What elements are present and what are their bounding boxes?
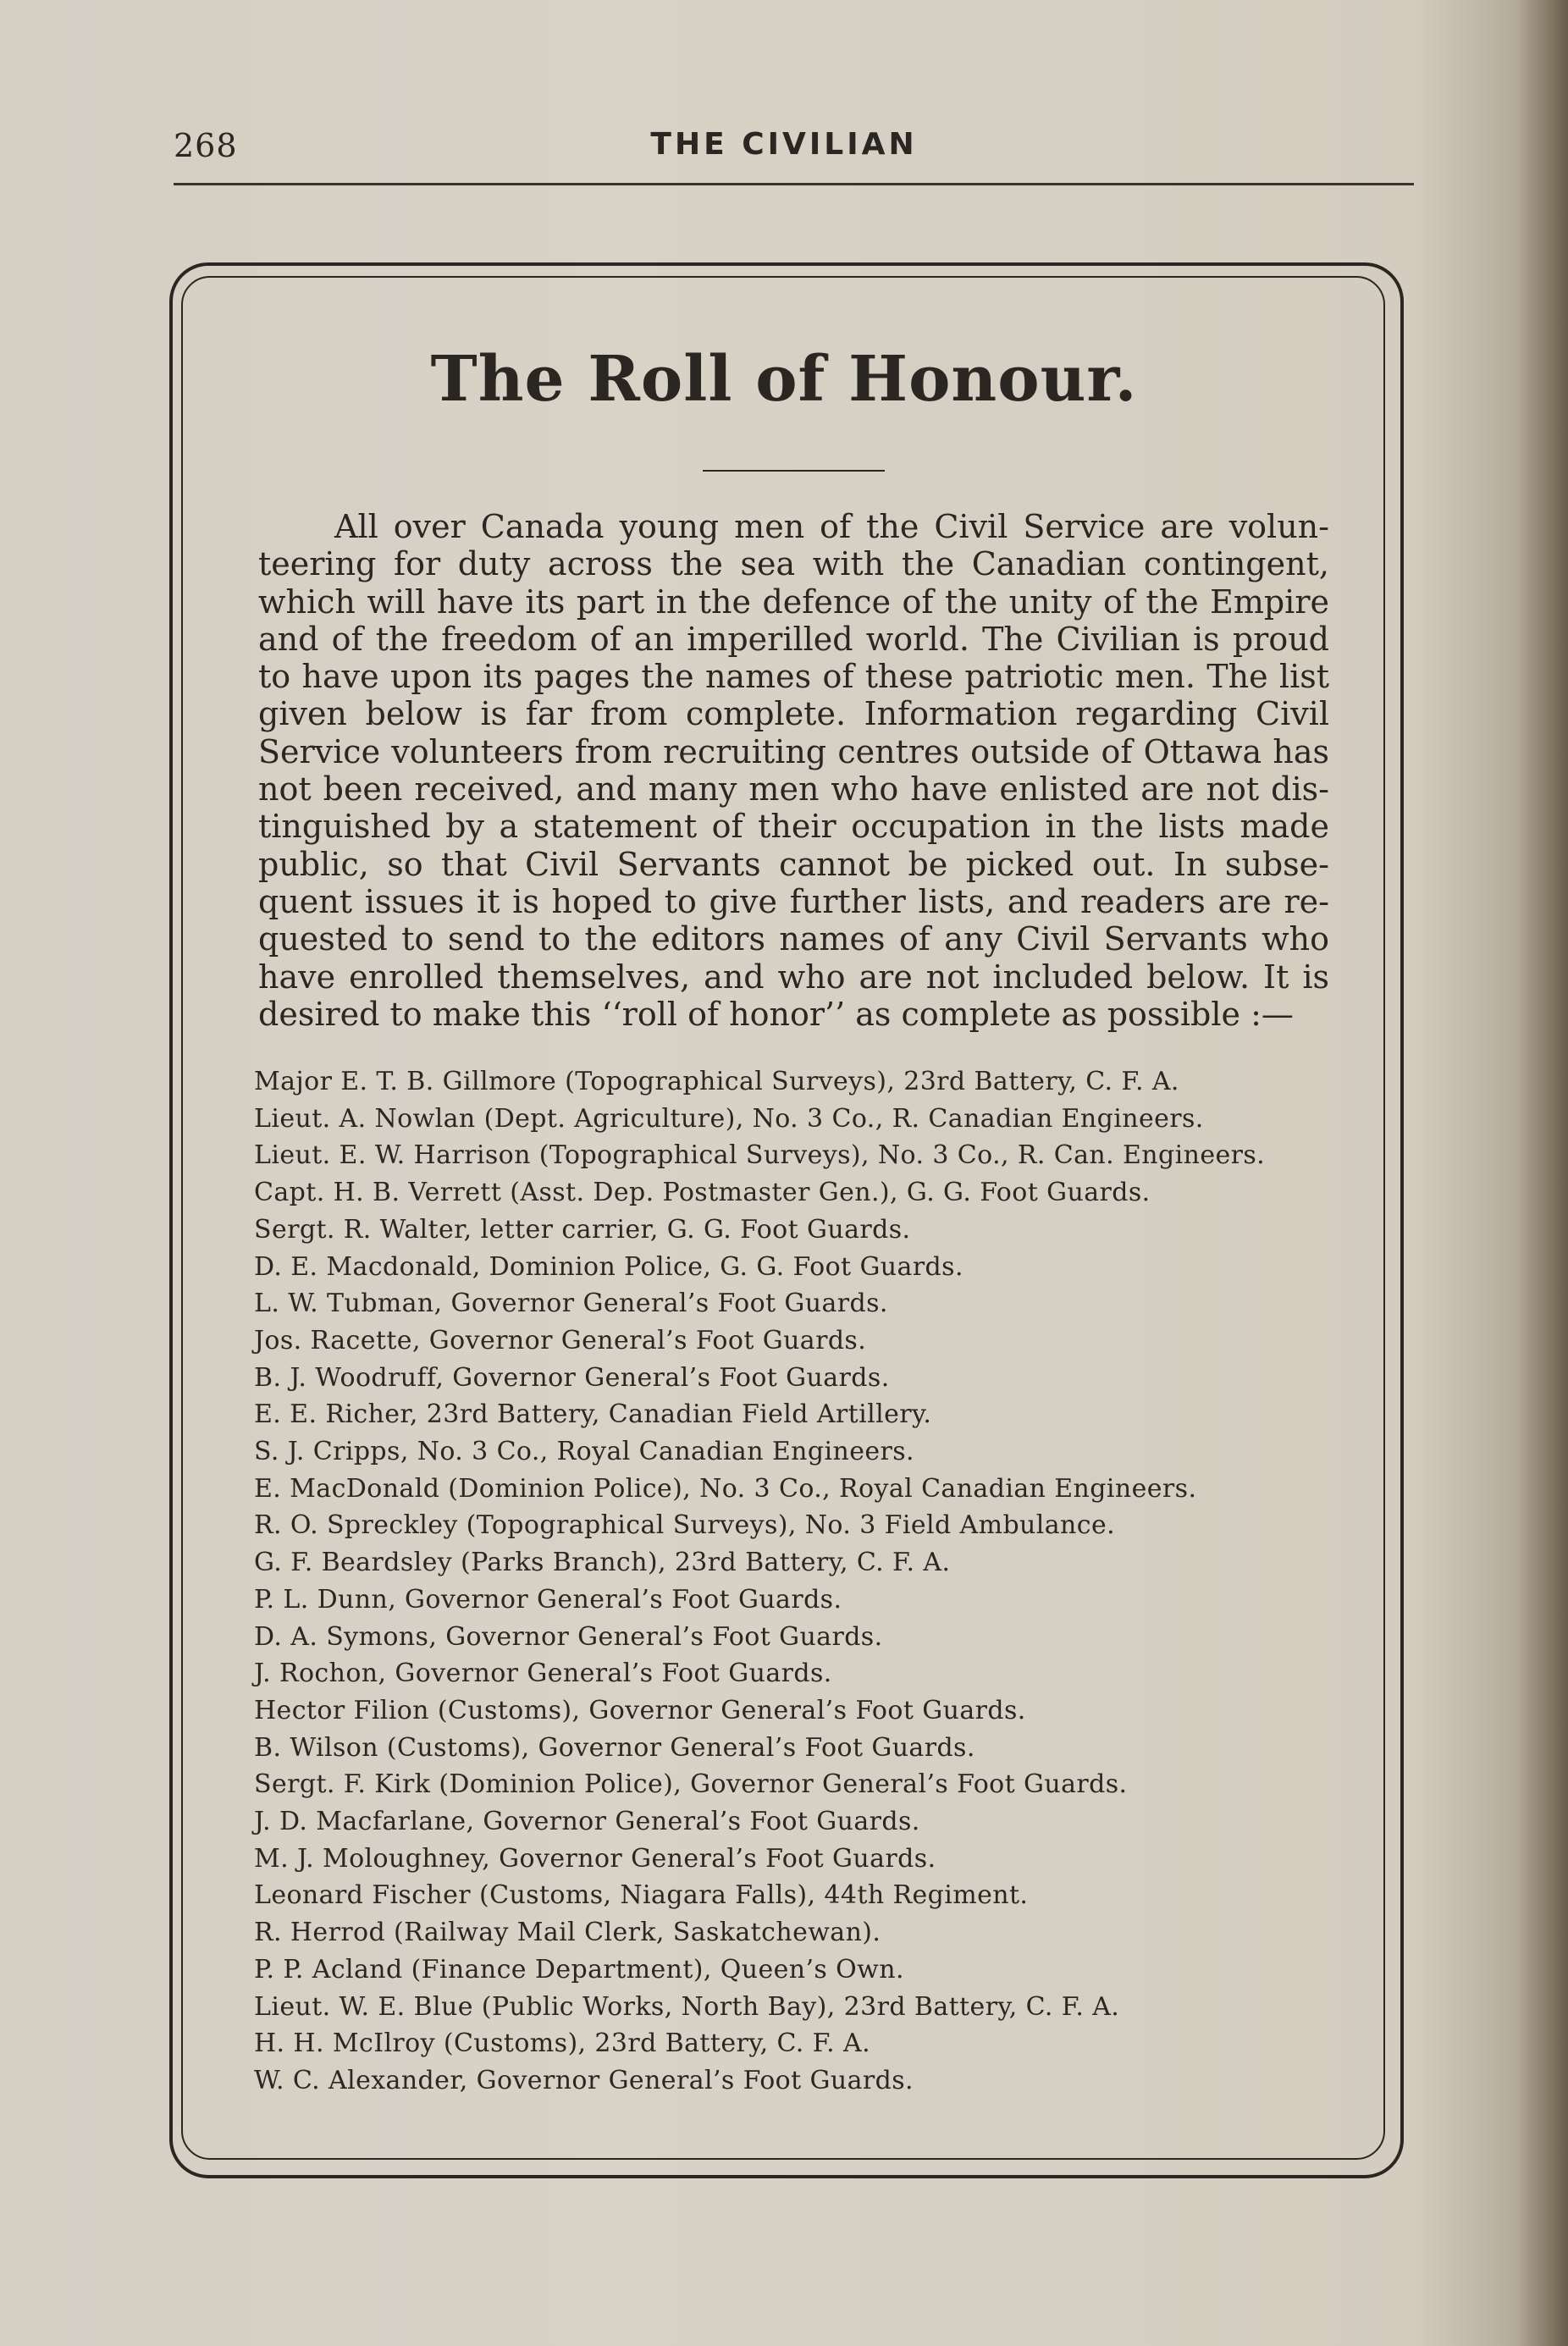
list-item: W. C. Alexander, Governor General’s Foot Guards.: [254, 2065, 914, 2095]
intro-line: tinguished by a statement of their occupation in the lists made: [258, 808, 1329, 846]
list-item: Major E. T. B. Gillmore (Topographical Surveys), 23rd Battery, C. F. A.: [254, 1067, 1179, 1096]
intro-line: not been received, and many men who have enlisted are not dis-: [258, 770, 1329, 809]
list-item: Hector Filion (Customs), Governor General’s Foot Guards.: [254, 1695, 1026, 1725]
list-item: H. H. McIlroy (Customs), 23rd Battery, C. F. A.: [254, 2029, 871, 2059]
intro-paragraph: [258, 508, 1329, 1033]
list-item: R. O. Spreckley (Topographical Surveys), No. 3 Field Ambulance.: [254, 1510, 1116, 1541]
title-divider: [703, 470, 885, 472]
list-item: M. J. Moloughney, Governor General’s Foot Guards.: [254, 1843, 936, 1874]
article-title: The Roll of Honour.: [430, 343, 1138, 416]
running-head: THE CIVILIAN: [650, 127, 918, 162]
list-item: B. J. Woodruff, Governor General’s Foot Guards.: [254, 1362, 890, 1393]
list-item: S. J. Cripps, No. 3 Co., Royal Canadian Engineers.: [254, 1437, 914, 1467]
intro-line: to have upon its pages the names of these patriotic men. The list: [258, 658, 1329, 696]
list-item: J. D. Macfarlane, Governor General’s Foot Guards.: [254, 1807, 920, 1837]
intro-line: given below is far from complete. Information regarding Civil: [258, 695, 1329, 733]
intro-line: Service volunteers from recruiting centres outside of Ottawa has: [258, 732, 1329, 770]
intro-line: which will have its part in the defence of the unity of the Empire: [258, 582, 1329, 621]
intro-line: have enrolled themselves, and who are not included below. It is: [258, 958, 1329, 996]
list-item: G. F. Beardsley (Parks Branch), 23rd Battery, C. F. A.: [254, 1548, 951, 1578]
roll-of-honour-list: [254, 1063, 1355, 2100]
page-number: 268: [174, 127, 238, 164]
list-item: Lieut. A. Nowlan (Dept. Agriculture), No. 3 Co., R. Canadian Engineers.: [254, 1103, 1204, 1134]
list-item: Sergt. F. Kirk (Dominion Police), Governor General’s Foot Guards.: [254, 1769, 1128, 1800]
intro-line: and of the freedom of an imperilled world. The Civilian is proud: [258, 620, 1329, 658]
header-rule: [174, 183, 1414, 185]
intro-line: public, so that Civil Servants cannot be picked out. In subse-: [258, 845, 1329, 883]
list-item: P. P. Acland (Finance Department), Queen’s Own.: [254, 1954, 904, 1984]
intro-line: teering for duty across the sea with the Canadian contingent,: [258, 545, 1329, 583]
intro-line: desired to make this ‘‘roll of honor’’ as complete as possible :—: [258, 995, 1294, 1033]
list-item: B. Wilson (Customs), Governor General’s Foot Guards.: [254, 1732, 975, 1763]
list-item: E. MacDonald (Dominion Police), No. 3 Co., Royal Canadian Engineers.: [254, 1473, 1197, 1504]
intro-line: All over Canada young men of the Civil Service are volun-: [334, 508, 1329, 545]
list-item: Jos. Racette, Governor General’s Foot Guards.: [254, 1325, 867, 1355]
list-item: Capt. H. B. Verrett (Asst. Dep. Postmaster Gen.), G. G. Foot Guards.: [254, 1178, 1151, 1208]
intro-line: quent issues it is hoped to give further lists, and readers are re-: [258, 882, 1329, 920]
list-item: E. E. Richer, 23rd Battery, Canadian Field Artillery.: [254, 1399, 932, 1430]
list-item: D. E. Macdonald, Dominion Police, G. G. Foot Guards.: [254, 1251, 963, 1282]
list-item: Lieut. W. E. Blue (Public Works, North Bay), 23rd Battery, C. F. A.: [254, 1991, 1120, 2022]
list-item: J. Rochon, Governor General’s Foot Guards.: [254, 1659, 832, 1689]
list-item: D. A. Symons, Governor General’s Foot Guards.: [254, 1621, 883, 1652]
list-item: P. L. Dunn, Governor General’s Foot Guards.: [254, 1584, 842, 1615]
list-item: L. W. Tubman, Governor General’s Foot Guards.: [254, 1289, 888, 1319]
intro-line: quested to send to the editors names of any Civil Servants who: [258, 920, 1329, 958]
list-item: R. Herrod (Railway Mail Clerk, Saskatchewan).: [254, 1918, 881, 1948]
list-item: Leonard Fischer (Customs, Niagara Falls), 44th Regiment.: [254, 1880, 1029, 1911]
list-item: Lieut. E. W. Harrison (Topographical Surveys), No. 3 Co., R. Can. Engineers.: [254, 1140, 1266, 1171]
list-item: Sergt. R. Walter, letter carrier, G. G. Foot Guards.: [254, 1214, 911, 1245]
